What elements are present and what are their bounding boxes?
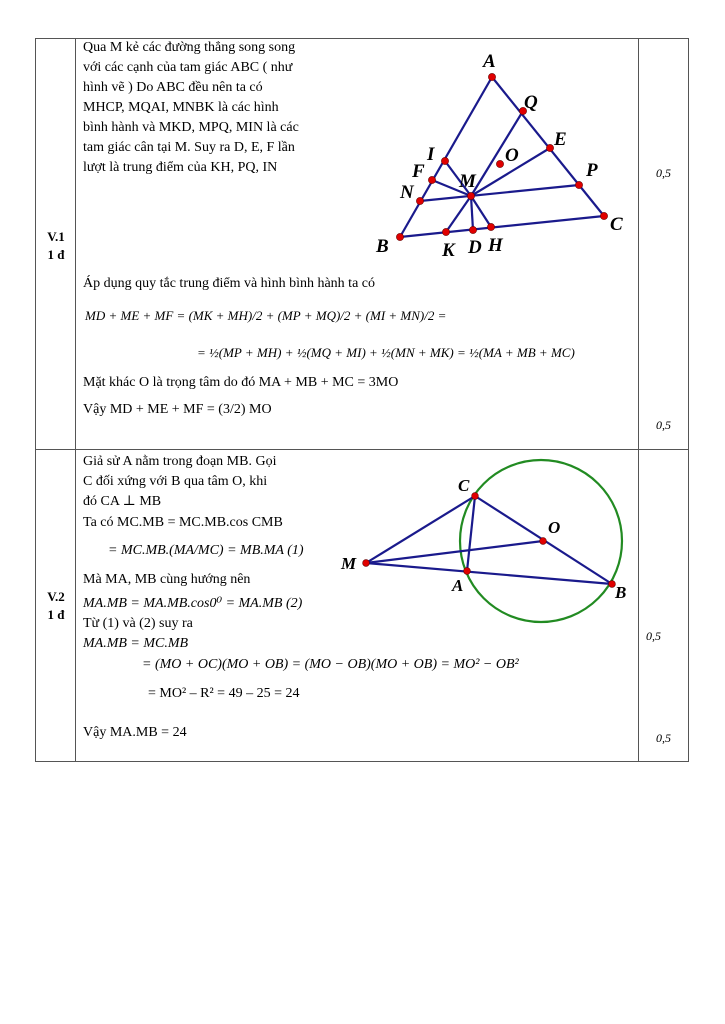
pt-label-e: E [554, 129, 567, 150]
row1-rule-line: Áp dụng quy tắc trung điểm và hình bình hành ta có [83, 276, 375, 291]
row2-equation-3: MA.MB = MC.MB [83, 636, 189, 651]
row2-score-1: 0,5 [646, 629, 661, 643]
row1-equation-2: = ½(MP + MH) + ½(MQ + MI) + ½(MN + MK) = ½(MA + MB + MC) [197, 345, 575, 360]
pt-label-n: N [400, 182, 414, 203]
row1-label-points: 1 đ [47, 247, 65, 262]
row2-equation-1: = MC.MB.(MA/MC) = MB.MA (1) [108, 543, 304, 558]
row2-ma-line: Mà MA, MB cùng hướng nên [83, 572, 251, 587]
pt-label-b: B [376, 236, 389, 257]
row2-equation-4: = (MO + OC)(MO + OB) = (MO − OB)(MO + OB) = MO² − OB² [142, 657, 519, 672]
row2-equation-5: = MO² – R² = 49 – 25 = 24 [148, 686, 300, 701]
row2-equation-2: MA.MB = MA.MB.cos0⁰ = MA.MB (2) [83, 596, 303, 611]
row1-conclusion: Vậy MD + ME + MF = (3/2) MO [83, 402, 272, 417]
row1-label [36, 228, 76, 264]
pt-label-k: K [442, 240, 455, 261]
row2-taco: Ta có MC.MB = MC.MB.cos CMB [83, 515, 283, 530]
row1-equation-1: MD + ME + MF = (MK + MH)/2 + (MP + MQ)/2 + (MI + MN)/2 = [85, 308, 447, 323]
triangle-figure [360, 45, 635, 265]
row2-conclusion: Vậy MA.MB = 24 [83, 725, 187, 740]
row1-score-1: 0,5 [656, 166, 671, 180]
pt-label-c: C [610, 214, 623, 235]
row2-label-points: 1 đ [47, 607, 65, 622]
row1-other-line: Mặt khác O là trọng tâm do đó MA + MB + MC = 3MO [83, 375, 399, 390]
row2-score-2: 0,5 [656, 731, 671, 745]
row1-intro: Qua M kẻ các đường thẳng song song với các cạnh của tam giác ABC ( như hình vẽ ) Do ABC đều nên ta có MHCP, MQAI, MNBK là các hình bình hành và MKD, MPQ, MIN là các tam giác cân tại M. Suy ra D, E, F lần lượt là trung điểm của KH, PQ, IN [83, 40, 299, 175]
row1-label-number: V.1 [47, 229, 65, 244]
row1-score-2: 0,5 [656, 418, 671, 432]
side-ab [400, 77, 492, 237]
pt-label-q: Q [524, 92, 538, 113]
pt-label-m: M [459, 171, 476, 192]
pt-label-a: A [483, 51, 496, 72]
pt-label-m2: M [341, 554, 357, 573]
pt-label-c2: C [458, 476, 470, 495]
row2-intro: Giả sử A nằm trong đoạn MB. Gọi C đối xứng với B qua tâm O, khi đó CA ⊥ MB [83, 454, 277, 509]
circle-figure [335, 450, 635, 630]
row2-label-number: V.2 [47, 589, 65, 604]
pt-label-h: H [488, 235, 503, 256]
pt-label-d: D [468, 237, 482, 258]
pt-label-p: P [586, 160, 598, 181]
row2-label [36, 588, 76, 624]
side-bc [400, 216, 604, 237]
row2-tu-line: Từ (1) và (2) suy ra [83, 616, 193, 631]
pt-label-o2: O [548, 518, 561, 537]
pt-label-o: O [505, 145, 519, 166]
pt-label-b2: B [615, 583, 627, 602]
pt-label-a2: A [452, 576, 464, 595]
pt-label-f: F [412, 161, 425, 182]
pt-label-i: I [427, 144, 435, 165]
